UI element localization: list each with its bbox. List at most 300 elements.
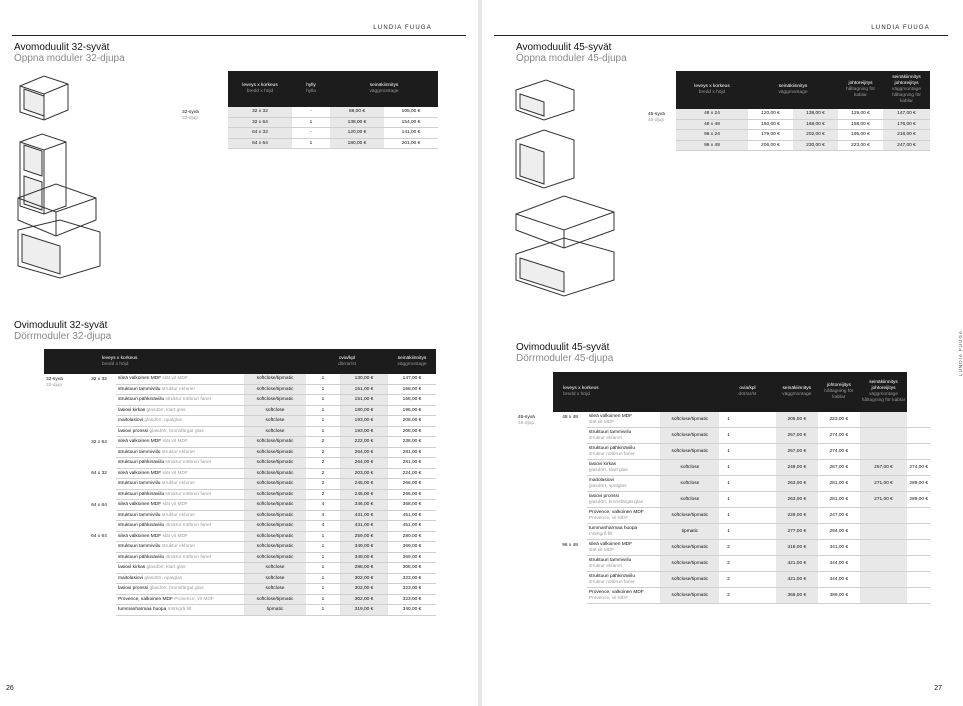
- ovi45-header-doors: ovia/kpl dörrar/st: [719, 372, 775, 412]
- hinge-type-cell: softclose/tipmatic: [244, 489, 306, 500]
- spacer-cell: [738, 492, 776, 508]
- door-count-cell: 1: [306, 594, 340, 605]
- ovi32-subtitle: Dörrmoduler 32-djupa: [14, 331, 112, 342]
- material-cell: [116, 510, 244, 521]
- depth-label: [646, 109, 676, 151]
- door-count-cell: 1: [719, 460, 738, 476]
- price-cell: 264,00 €: [340, 458, 388, 469]
- price-wall-cell: 266,00 €: [388, 489, 436, 500]
- price-wall-cell: 281,00 €: [388, 447, 436, 458]
- price-cable-cell: 223,00 €: [838, 140, 883, 151]
- price-wall-cell: 444,00 €: [818, 556, 860, 572]
- material-fi: sileä valkoinen MDF: [588, 414, 633, 419]
- price-cell: 421,00 €: [776, 572, 818, 588]
- shelf-cell: -: [292, 128, 330, 139]
- material-cell: [587, 444, 661, 460]
- material-cell: [587, 412, 661, 428]
- header-rule-right: [494, 35, 948, 36]
- material-sv: struktur ekfaner: [161, 481, 196, 486]
- door-count-cell: 1: [719, 508, 738, 524]
- ovi45-price-table: [516, 372, 930, 604]
- material-fi: struktuuri tammiviilu: [118, 449, 161, 455]
- module-96x48-icon: [516, 238, 614, 296]
- material-fi: sileä valkoinen MDF: [118, 376, 162, 381]
- vertical-brand: LUNDIA FUUGA: [958, 330, 963, 376]
- depth-fi: 32-syvä: [182, 110, 199, 115]
- material-fi: sileä valkoinen MDF: [118, 439, 162, 444]
- door-count-cell: 2: [306, 468, 340, 479]
- material-fi: lasiovi kirkas: [118, 565, 146, 570]
- material-cell: [587, 572, 661, 588]
- material-sv: mörkgrå filt: [167, 607, 192, 612]
- hinge-type-cell: softclose/tipmatic: [244, 552, 306, 563]
- price-cell: 431,00 €: [340, 521, 388, 532]
- hinge-type-cell: softclose/tipmatic: [244, 447, 306, 458]
- table-row: [646, 109, 930, 119]
- material-cell: [587, 588, 661, 604]
- ovi45-header-cable: johtoreijitys håltagning för kablar: [818, 372, 860, 412]
- material-sv: struktur ekfaner: [161, 449, 196, 455]
- door-count-cell: 2: [719, 556, 738, 572]
- price-wall-cable-cell: [907, 524, 930, 540]
- avo32-header-wall: seinäkiinnitys väggmontage: [330, 71, 438, 107]
- price-wall-cell: 308,00 €: [388, 563, 436, 574]
- price-wall-cell: 323,00 €: [388, 584, 436, 595]
- price-cell: 151,00 €: [340, 384, 388, 395]
- size-cell: 96 x 24: [676, 130, 748, 141]
- price-wall-cable-cell: [907, 540, 930, 556]
- door-count-cell: 2: [719, 572, 738, 588]
- hinge-type-cell: softclose/tipmatic: [660, 540, 719, 556]
- hinge-type-cell: softclose/tipmatic: [244, 510, 306, 521]
- material-cell: [116, 552, 244, 563]
- depth-fi: 32-syvä: [46, 377, 63, 382]
- hinge-type-cell: softclose/tipmatic: [660, 572, 719, 588]
- table-row: [646, 130, 930, 141]
- price-wall-cell: 281,00 €: [388, 458, 436, 469]
- avo45-price-table: [646, 71, 930, 151]
- price-wall-cell: 208,00 €: [388, 426, 436, 437]
- price-cell: 203,00 €: [340, 468, 388, 479]
- section-title-avo45: [516, 42, 627, 64]
- ovi45-header-wall-cable: seinäkiinnitys johtoreijitys väggmontage håltagning för kablar: [860, 372, 908, 412]
- door-count-cell: 2: [306, 479, 340, 490]
- price-wall-cell: 105,00 €: [384, 107, 438, 117]
- section-title-avo32: [14, 42, 125, 64]
- size-cell: 96 x 48: [676, 140, 748, 151]
- material-sv: struktur nötbrun faner: [588, 451, 635, 457]
- ovi45-title: Ovimoduulit 45-syvät: [516, 342, 610, 353]
- material-cell: [587, 556, 661, 572]
- material-cell: [116, 479, 244, 490]
- price-cell: 245,00 €: [340, 479, 388, 490]
- material-sv: glasdörr, opalglas: [144, 575, 183, 581]
- price-cell: 180,00 €: [340, 405, 388, 416]
- price-cable-cell: [860, 428, 908, 444]
- brand-header: LUNDIA FUUGA: [373, 25, 432, 31]
- price-cell: 138,00 €: [330, 117, 384, 128]
- price-wall-cable-cell: 218,00 €: [883, 130, 930, 141]
- hinge-type-cell: softclose/tipmatic: [660, 508, 719, 524]
- size-cell: 32 x 32: [228, 107, 292, 117]
- door-count-cell: 1: [719, 428, 738, 444]
- material-fi: struktuuri tammiviilu: [118, 544, 161, 549]
- price-cable-cell: [860, 524, 908, 540]
- door-count-cell: 2: [719, 540, 738, 556]
- price-wall-cell: 281,00 €: [818, 492, 860, 508]
- hinge-type-cell: softclose/tipmatic: [244, 521, 306, 532]
- price-wall-cell: 154,00 €: [384, 117, 438, 128]
- door-count-cell: 1: [719, 444, 738, 460]
- price-wall-cell: 294,00 €: [818, 524, 860, 540]
- door-count-cell: 1: [306, 374, 340, 384]
- module-48x24-icon: [516, 80, 574, 120]
- door-count-cell: 4: [306, 500, 340, 511]
- price-cable-cell: [860, 540, 908, 556]
- price-wall-cell: 267,00 €: [818, 460, 860, 476]
- material-fi: sileä valkoinen MDF: [588, 542, 633, 547]
- avo45-subtitle: Öppna moduler 45-djupa: [516, 53, 627, 64]
- price-cable-cell: [860, 412, 908, 428]
- price-wall-cell: 223,00 €: [818, 412, 860, 428]
- hinge-type-cell: softclose: [244, 416, 306, 427]
- material-sv: struktur ekfaner: [161, 512, 196, 518]
- spacer-cell: [738, 588, 776, 604]
- material-sv: slät vit MDF: [588, 547, 615, 553]
- hinge-type-cell: softclose/tipmatic: [244, 458, 306, 469]
- material-cell: [116, 521, 244, 532]
- material-sv: glasdörr, opalglas: [144, 418, 183, 423]
- material-sv: glasdörr, opalglas: [588, 483, 627, 489]
- material-sv: slät vit MDF: [162, 439, 188, 444]
- material-sv: Provence, vit MDF: [588, 595, 629, 601]
- material-cell: [587, 524, 661, 540]
- price-wall-cell: 168,00 €: [388, 384, 436, 395]
- price-wall-cell: 138,00 €: [793, 109, 838, 119]
- size-cell: 32 x 64: [82, 437, 116, 469]
- hinge-type-cell: softclose: [244, 573, 306, 584]
- ovi45-header-size: leveys x korkeus bredd x höjd: [553, 372, 660, 412]
- material-sv: glasdörr, bronsfärgat glas: [149, 428, 204, 434]
- price-cell: 222,00 €: [340, 437, 388, 448]
- material-sv: Provence, vit MDF: [588, 515, 629, 521]
- section-title-ovi32: [14, 320, 111, 342]
- door-count-cell: 1: [306, 552, 340, 563]
- shelf-cell: -: [292, 107, 330, 117]
- material-sv: glasdörr, bronsfärgat glas: [588, 499, 644, 505]
- door-count-cell: 1: [719, 476, 738, 492]
- hinge-type-cell: softclose: [244, 405, 306, 416]
- price-cable-cell: 195,00 €: [838, 130, 883, 141]
- spacer-cell: [738, 556, 776, 572]
- table-row: [516, 540, 930, 556]
- material-fi: tummanharmaa huopa: [588, 526, 638, 531]
- material-cell: [116, 605, 244, 616]
- depth-label: [44, 374, 82, 615]
- header-rule: [12, 35, 466, 36]
- material-cell: [587, 540, 661, 556]
- price-cable-cell: 257,00 €: [860, 460, 908, 476]
- depth-sv: 32-djup: [46, 382, 63, 388]
- price-wall-cell: 389,00 €: [818, 588, 860, 604]
- price-wall-cable-cell: 289,00 €: [907, 492, 930, 508]
- door-count-cell: 2: [306, 458, 340, 469]
- material-cell: [116, 405, 244, 416]
- door-count-cell: 1: [306, 563, 340, 574]
- avo45-header-wall: seinäkiinnitys väggmontage: [748, 71, 838, 109]
- price-cell: 193,00 €: [340, 426, 388, 437]
- price-wall-cell: 201,00 €: [384, 138, 438, 149]
- price-cable-cell: 271,00 €: [860, 492, 908, 508]
- size-cell: 96 x 48: [553, 540, 587, 604]
- table-row: [44, 468, 436, 479]
- price-wall-cell: 274,00 €: [818, 444, 860, 460]
- wide-module-illustrations: [12, 176, 102, 276]
- material-cell: [116, 594, 244, 605]
- material-cell: [587, 508, 661, 524]
- size-cell: 48 x 48: [553, 412, 587, 540]
- price-wall-cell: 266,00 €: [388, 479, 436, 490]
- price-cable-cell: [860, 572, 908, 588]
- ovi32-header-size: leveys x korkeus bredd x höjd: [82, 349, 244, 374]
- material-fi: lasiovi pronssi: [118, 586, 149, 591]
- material-cell: [116, 584, 244, 595]
- ovi45-header-blank-depth: [516, 372, 553, 412]
- shelf-cell: 1: [292, 138, 330, 149]
- price-cable-cell: [860, 444, 908, 460]
- material-sv: slät vit MDF: [162, 376, 188, 381]
- page-number-right: 27: [934, 685, 942, 692]
- door-count-cell: 1: [306, 584, 340, 595]
- material-cell: [116, 468, 244, 479]
- price-cell: 264,00 €: [340, 447, 388, 458]
- price-cell: 245,00 €: [340, 489, 388, 500]
- price-wall-cell: 230,00 €: [793, 140, 838, 151]
- avo32-header-size: leveys x korkeus bredd x höjd: [228, 71, 292, 107]
- price-cable-cell: 158,00 €: [838, 119, 883, 130]
- size-cell: 64 x 64: [82, 531, 116, 615]
- door-count-cell: 1: [306, 573, 340, 584]
- table-row: [44, 500, 436, 511]
- door-count-cell: 2: [306, 489, 340, 500]
- size-cell: 64 x 32: [228, 128, 292, 139]
- material-fi: struktuuri tammiviilu: [588, 430, 632, 435]
- price-wall-cell: 224,00 €: [388, 468, 436, 479]
- material-fi: sileä valkoinen MDF: [118, 470, 162, 476]
- price-cell: 257,00 €: [776, 428, 818, 444]
- hinge-type-cell: softclose/tipmatic: [660, 412, 719, 428]
- material-fi: sileä valkoinen MDF: [118, 502, 162, 507]
- material-fi: struktuuri tammiviilu: [118, 481, 161, 486]
- module-48x48-icon: [516, 130, 574, 188]
- price-wall-cable-cell: [907, 412, 930, 428]
- size-cell: 64 x 64: [82, 500, 116, 532]
- material-sv: struktur ekfaner: [161, 544, 196, 549]
- door-count-cell: 1: [306, 405, 340, 416]
- avo32-price-table: [180, 71, 438, 149]
- material-sv: Provence, vit MDF: [174, 596, 214, 602]
- price-cell: 206,00 €: [748, 140, 793, 151]
- ovi32-header-type-blank: [244, 349, 306, 374]
- brand-header-right: LUNDIA FUUGA: [871, 25, 930, 31]
- price-wall-cell: 323,00 €: [388, 594, 436, 605]
- open-module-45-illustrations: [512, 72, 622, 302]
- hinge-type-cell: softclose/tipmatic: [244, 437, 306, 448]
- material-sv: struktur nötbrun faner: [588, 579, 635, 585]
- hinge-type-cell: softclose: [244, 426, 306, 437]
- price-cell: 151,00 €: [340, 395, 388, 406]
- spacer-cell: [738, 412, 776, 428]
- hinge-type-cell: softclose/tipmatic: [660, 444, 719, 460]
- door-count-cell: 1: [306, 395, 340, 406]
- material-sv: glasdörr, klart glas: [588, 467, 628, 473]
- price-cell: 431,00 €: [340, 510, 388, 521]
- material-sv: struktur ekfaner: [588, 563, 623, 569]
- price-wall-cell: 444,00 €: [818, 572, 860, 588]
- price-cell: 150,00 €: [748, 119, 793, 130]
- price-wall-cell: 323,00 €: [388, 573, 436, 584]
- price-wall-cable-cell: [907, 572, 930, 588]
- material-fi: Provence, valkoinen MDF: [118, 596, 173, 602]
- material-cell: [116, 563, 244, 574]
- door-count-cell: 1: [306, 531, 340, 542]
- price-wall-cell: 274,00 €: [818, 428, 860, 444]
- price-cable-cell: 271,00 €: [860, 476, 908, 492]
- ovi45-header-wall: seinäkiinnitys väggmontage: [776, 372, 818, 412]
- material-sv: slät vit MDF: [162, 470, 188, 476]
- table-row: [180, 107, 438, 117]
- material-fi: struktuuri tammiviilu: [118, 386, 161, 392]
- door-count-cell: 1: [306, 384, 340, 395]
- avo32-title: Avomoduulit 32-syvät: [14, 42, 110, 53]
- door-count-cell: 1: [306, 426, 340, 437]
- material-sv: mörkgrå filt: [588, 531, 613, 537]
- price-cell: 302,00 €: [340, 573, 388, 584]
- material-sv: struktur nötbrun faner: [165, 554, 212, 560]
- door-count-cell: 1: [719, 524, 738, 540]
- module-96x24-icon: [516, 196, 614, 248]
- price-cable-cell: 129,00 €: [838, 109, 883, 119]
- material-fi: lasiovi kirkas: [588, 462, 617, 467]
- hinge-type-cell: tipmatic: [660, 524, 719, 540]
- price-cell: 130,00 €: [340, 374, 388, 384]
- page-left: [0, 0, 478, 706]
- ovi32-header-wall: seinäkiinnitys väggmontage: [388, 349, 436, 374]
- table-row: [44, 374, 436, 384]
- avo32-depth-header-blank: [180, 71, 228, 107]
- material-fi: lasiovi kirkas: [118, 407, 146, 413]
- page-right: [482, 0, 963, 706]
- price-cell: 349,00 €: [340, 552, 388, 563]
- table-row: [44, 531, 436, 542]
- price-cable-cell: [860, 508, 908, 524]
- hinge-type-cell: tipmatic: [244, 605, 306, 616]
- depth-sv: 45-djup: [648, 117, 665, 123]
- price-cell: 259,00 €: [340, 531, 388, 542]
- material-sv: glasdörr, bronsfärgat glas: [149, 586, 204, 591]
- avo45-title: Avomoduulit 45-syvät: [516, 42, 612, 53]
- depth-fi: 45-syvä: [648, 112, 665, 117]
- price-wall-cell: 281,00 €: [818, 476, 860, 492]
- size-cell: 32 x 64: [228, 117, 292, 128]
- door-count-cell: 1: [719, 412, 738, 428]
- material-fi: struktuuri tammiviilu: [118, 512, 161, 518]
- depth-sv: 32-djup: [182, 115, 199, 121]
- door-count-cell: 1: [306, 605, 340, 616]
- material-fi: struktuuri pähkinäviilu: [588, 574, 636, 579]
- hinge-type-cell: softclose/tipmatic: [244, 542, 306, 553]
- size-cell: 48 x 48: [676, 119, 748, 130]
- avo45-header-wall-cable: seinäkiinnitys johtoreijitys väggmontage håltagning för kablar: [883, 71, 930, 109]
- depth-sv: 45-djup: [518, 420, 535, 426]
- hinge-type-cell: softclose/tipmatic: [244, 531, 306, 542]
- material-fi: sileä valkoinen MDF: [118, 533, 162, 539]
- avo32-header-shelf: hylly hylla: [292, 71, 330, 107]
- depth-label: [516, 412, 553, 604]
- ovi45-subtitle: Dörrmoduler 45-djupa: [516, 353, 614, 364]
- spacer-cell: [738, 428, 776, 444]
- price-wall-cable-cell: 247,00 €: [883, 140, 930, 151]
- price-wall-cell: 368,00 €: [388, 500, 436, 511]
- material-cell: [116, 384, 244, 395]
- price-wall-cell: 451,00 €: [388, 521, 436, 532]
- avo45-header-size: leveys x korkeus bredd x höjd: [676, 71, 748, 109]
- material-cell: [116, 426, 244, 437]
- price-wall-cable-cell: [907, 508, 930, 524]
- price-cell: 346,00 €: [340, 500, 388, 511]
- avo32-subtitle: Öppna moduler 32-djupa: [14, 53, 125, 64]
- price-cell: 302,00 €: [340, 584, 388, 595]
- shelf-cell: 1: [292, 117, 330, 128]
- price-wall-cell: 202,00 €: [793, 130, 838, 141]
- avo45-depth-header-blank: [646, 71, 676, 109]
- ovi45-header-type-blank: [660, 372, 719, 412]
- section-title-ovi45: [516, 342, 613, 364]
- price-cable-cell: [860, 556, 908, 572]
- price-cell: 366,00 €: [776, 588, 818, 604]
- door-count-cell: 4: [306, 510, 340, 521]
- material-fi: Provence, valkoinen MDF: [588, 510, 644, 515]
- table-row: [44, 437, 436, 448]
- price-cell: 288,00 €: [340, 563, 388, 574]
- price-wall-cell: 340,00 €: [388, 605, 436, 616]
- price-cell: 319,00 €: [340, 605, 388, 616]
- material-cell: [116, 542, 244, 553]
- material-fi: Provence, valkoinen MDF: [588, 590, 644, 595]
- price-wall-cable-cell: [907, 428, 930, 444]
- material-cell: [587, 476, 661, 492]
- material-sv: slät vit MDF: [162, 533, 188, 539]
- door-count-cell: 4: [306, 521, 340, 532]
- price-cell: 249,00 €: [776, 460, 818, 476]
- hinge-type-cell: softclose: [660, 492, 719, 508]
- hinge-type-cell: softclose/tipmatic: [244, 468, 306, 479]
- door-count-cell: 2: [306, 437, 340, 448]
- price-wall-cell: 238,00 €: [388, 437, 436, 448]
- price-wall-cable-cell: [907, 556, 930, 572]
- spacer-cell: [738, 476, 776, 492]
- price-cell: 120,00 €: [748, 109, 793, 119]
- material-sv: struktur nötbrun faner: [165, 397, 212, 402]
- material-cell: [587, 460, 661, 476]
- material-fi: lasiovi pronssi: [588, 494, 620, 499]
- price-cable-cell: [860, 588, 908, 604]
- material-cell: [116, 531, 244, 542]
- price-cell: 179,00 €: [748, 130, 793, 141]
- price-wall-cell: 341,00 €: [818, 540, 860, 556]
- spacer-cell: [738, 540, 776, 556]
- hinge-type-cell: softclose/tipmatic: [244, 384, 306, 395]
